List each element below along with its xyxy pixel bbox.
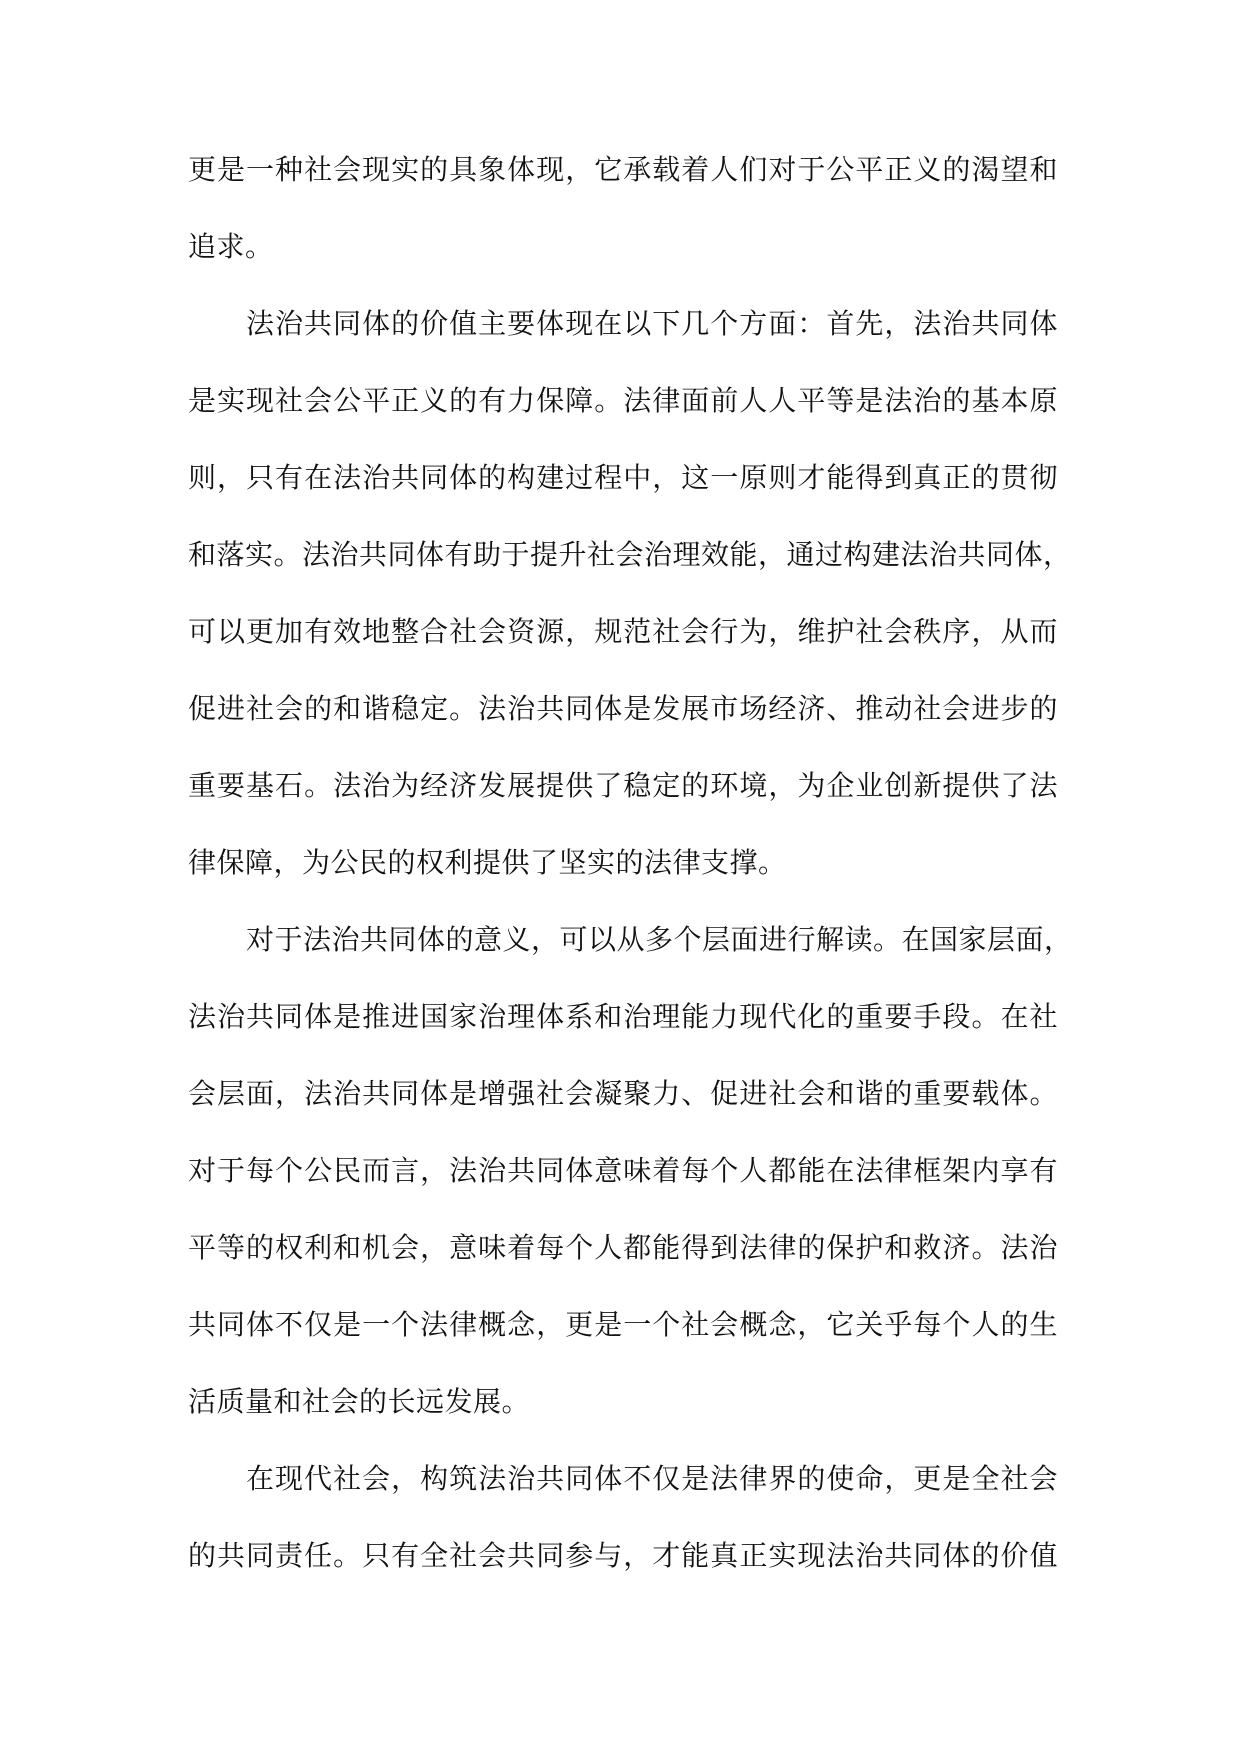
text-line: 和落实。法治共同体有助于提升社会治理效能，通过构建法治共同体，: [188, 538, 1072, 571]
text-line: 活质量和社会的长远发展。: [188, 1385, 531, 1418]
body-text: [188, 140, 1073, 1603]
text-line: 重要基石。法治为经济发展提供了稳定的环境，为企业创新提供了法: [188, 769, 1058, 802]
text-line: 的共同责任。只有全社会共同参与，才能真正实现法治共同体的价值: [188, 1539, 1058, 1572]
text-line: 促进社会的和谐稳定。法治共同体是发展市场经济、推动社会进步的: [188, 692, 1058, 725]
text-line: 是实现社会公平正义的有力保障。法律面前人人平等是法治的基本原: [188, 384, 1058, 417]
text-line: 会层面，法治共同体是增强社会凝聚力、促进社会和谐的重要载体。: [188, 1077, 1058, 1110]
paragraph-4: [188, 1449, 1058, 1603]
text-line: 平等的权利和机会，意味着每个人都能得到法律的保护和救济。法治: [188, 1231, 1058, 1264]
text-line: 律保障，为公民的权利提供了坚实的法律支撑。: [188, 846, 787, 879]
text-line: 则，只有在法治共同体的构建过程中，这一原则才能得到真正的贯彻: [188, 461, 1058, 494]
text-line: 共同体不仅是一个法律概念，更是一个社会概念，它关乎每个人的生: [188, 1308, 1058, 1341]
paragraph-2: [188, 294, 1072, 910]
text-line: 法治共同体的价值主要体现在以下几个方面：首先，法治共同体: [246, 307, 1058, 340]
paragraph-3: [188, 910, 1073, 1449]
text-line: 对于每个公民而言，法治共同体意味着每个人都能在法律框架内享有: [188, 1154, 1058, 1187]
text-line: 对于法治共同体的意义，可以从多个层面进行解读。在国家层面，: [246, 923, 1073, 956]
text-line: 追求。: [188, 230, 274, 263]
text-line: 法治共同体是推进国家治理体系和治理能力现代化的重要手段。在社: [188, 1000, 1058, 1033]
text-line: 更是一种社会现实的具象体现，它承载着人们对于公平正义的渴望和: [188, 153, 1058, 186]
text-line: 可以更加有效地整合社会资源，规范社会行为，维护社会秩序，从而: [188, 615, 1058, 648]
paragraph-1: [188, 140, 1058, 294]
text-line: 在现代社会，构筑法治共同体不仅是法律界的使命，更是全社会: [246, 1462, 1058, 1495]
